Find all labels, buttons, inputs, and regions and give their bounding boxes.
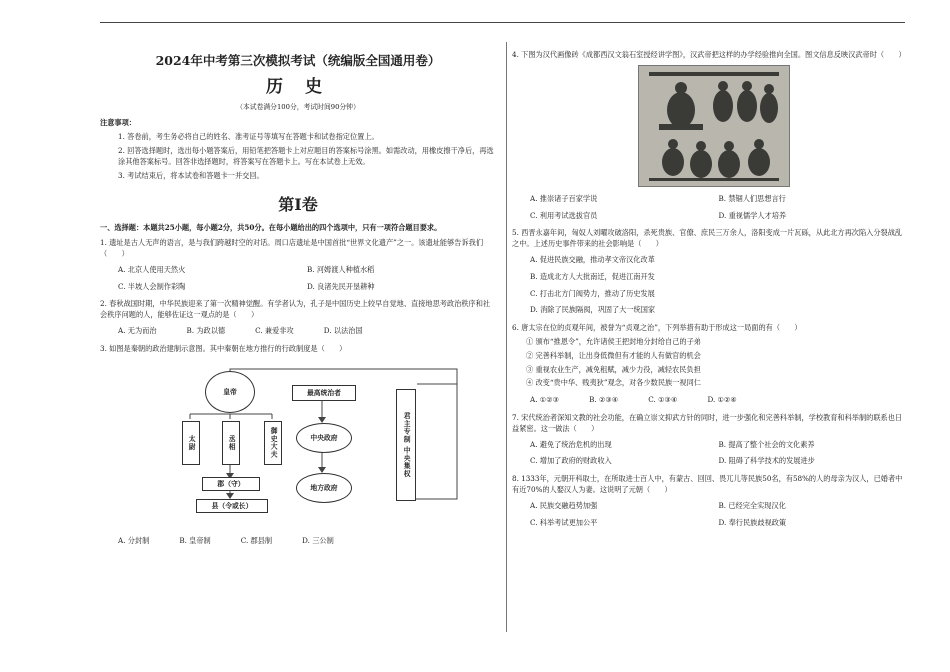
- question-text: 4. 下图为汉代画像砖《成都西汉文翁石室授经讲学图》，汉武帝把这样的办学经验推向全国。图文信息反映汉武帝时（ ）: [512, 50, 906, 59]
- option-c[interactable]: C. 打击北方门阀势力，推动了历史发展: [530, 288, 655, 298]
- notice-item: 3. 考试结束后，将本试卷和答题卡一并交回。: [118, 170, 264, 180]
- question-4: [512, 50, 907, 224]
- chancellor-node: 丞相: [222, 421, 240, 465]
- option-d[interactable]: D. 三公制: [302, 535, 334, 545]
- county-node: 县（令或长）: [196, 499, 268, 513]
- option-c[interactable]: C. 郡县制: [240, 535, 273, 545]
- option-d[interactable]: D. 奉行民族歧视政策: [718, 517, 787, 527]
- notice-item: 2. 回答选择题时，选出每小题答案后，用铅笔把答题卡上对应题目的答案标号涂黑。如需改动，用橡皮擦干净后，再选涂其他答案标号。回答非选择题时，将答案写在答题卡上。写在本试卷上无效。: [118, 146, 494, 166]
- question-2: [100, 299, 496, 339]
- option-d[interactable]: D. 阻碍了科学技术的发展进步: [718, 456, 815, 466]
- statement: ④ 改变“贵中华、贱夷狄”观念，对各少数民族一视同仁: [526, 378, 701, 388]
- question-text: 7. 宋代统治者深知文教的社会功能，在确立崇文抑武方针的同时，进一步强化和完善科举制，学校教育和科举制的联系也日益紧密。这一做法（ ）: [512, 412, 903, 433]
- option-a[interactable]: A. 无为而治: [118, 326, 157, 335]
- section-roll: 第Ⅰ卷: [278, 195, 318, 215]
- local-gov-node: 地方政府: [296, 473, 352, 503]
- option-b[interactable]: B. 禁锢人们思想言行: [718, 193, 786, 203]
- question-5: [512, 228, 907, 319]
- question-text: 8. 1333年，元朝开科取士，在所取进士百人中，有蒙古、回回、畏兀儿等民族50名，有58%的人的母亲为汉人，已婚者中有近70%的人娶汉人为妻。这说明了元朝（ ）: [512, 474, 903, 494]
- notice-heading: 注意事项：: [100, 118, 136, 128]
- option-a[interactable]: A. 分封制: [118, 535, 150, 545]
- option-c[interactable]: C. ①③④: [648, 395, 678, 405]
- option-d[interactable]: D. ①②④: [707, 395, 737, 405]
- option-a[interactable]: A. 促进民族交融，推动孝文帝汉化改革: [530, 254, 655, 264]
- option-a[interactable]: A. 推崇诸子百家学说: [530, 193, 598, 203]
- option-d[interactable]: D. 重视儒学人才培养: [718, 210, 787, 220]
- question-6: [512, 323, 907, 409]
- exam-title: 2024年中考第三次模拟考试（统编版全国通用卷）: [155, 53, 441, 68]
- left-column: [100, 50, 496, 551]
- option-d[interactable]: D. 良渚先民开垦耕种: [307, 281, 375, 291]
- commandery-node: 郡（守）: [202, 477, 260, 491]
- subject-title: 历 史: [266, 76, 330, 97]
- right-column: [512, 46, 907, 533]
- question-3: [100, 344, 496, 550]
- censor-node: 御史大夫: [264, 421, 282, 465]
- top-rule: [100, 22, 905, 23]
- han-brick-relief-image: [638, 65, 790, 187]
- option-b[interactable]: B. 已经完全实现汉化: [718, 500, 786, 510]
- option-b[interactable]: B. 造成北方人大批南迁，促进江南开发: [530, 271, 655, 281]
- option-b[interactable]: B. 皇帝制: [179, 535, 211, 545]
- exam-note: （本试卷满分100分，考试时间90分钟）: [236, 103, 360, 112]
- question-7: [512, 413, 907, 470]
- qin-political-diagram: [172, 359, 472, 529]
- taiwei-node: 太尉: [182, 421, 200, 465]
- question-text: 2. 春秋战国时期，中华民族迎来了第一次精神觉醒。有学者认为，孔子是中国历史上较早自觉地、直接地思考政治秩序和社会秩序问题的人，能够佐证这一观点的是（ ）: [100, 299, 491, 320]
- option-a[interactable]: A. 民族交融趋势加强: [530, 500, 598, 510]
- central-gov-node: 中央政府: [296, 423, 352, 453]
- option-b[interactable]: B. 河姆渡人种植水稻: [307, 264, 375, 274]
- relief-figures: [639, 66, 789, 186]
- option-c[interactable]: C. 科举考试更加公平: [530, 517, 598, 527]
- option-b[interactable]: B. 提高了整个社会的文化素养: [718, 439, 815, 449]
- emperor-node: 皇帝: [205, 371, 255, 413]
- question-text: 3. 如图是秦朝的政治建制示意图。其中秦朝在地方推行的行政制度是（ ）: [100, 343, 347, 353]
- question-8: [512, 474, 907, 531]
- option-c[interactable]: C. 兼爱非攻: [255, 326, 294, 335]
- question-text: 1. 遗址是古人无声的语言，是与我们跨越时空的对话。周口店遗址是中国首批“世界文化遗产”之一。该遗址能够告诉我们（ ）: [100, 238, 484, 259]
- option-b[interactable]: B. 为政以德: [186, 326, 226, 335]
- option-a[interactable]: A. ①②③: [530, 395, 560, 405]
- question-1: [100, 238, 496, 295]
- option-a[interactable]: A. 避免了统治危机的出现: [530, 439, 612, 449]
- option-c[interactable]: C. 半坡人会制作彩陶: [118, 281, 186, 291]
- column-divider: [506, 42, 507, 632]
- section-instructions: 一、选择题：本题共25小题，每小题2分，共50分。在每小题给出的四个选项中，只有一项符合题目要求。: [100, 223, 442, 233]
- notice-item: 1. 答卷前，考生务必将自己的姓名、准考证号等填写在答题卡和试卷指定位置上。: [118, 132, 379, 142]
- option-c[interactable]: C. 利用考试选拔官员: [530, 210, 598, 220]
- statement: ③ 重视农业生产，减免租赋，减少力役，减轻农民负担: [526, 364, 701, 374]
- option-c[interactable]: C. 增加了政府的财政收入: [530, 456, 612, 466]
- option-a[interactable]: A. 北京人使用天然火: [118, 264, 186, 274]
- option-d[interactable]: D. 消除了民族隔阂，巩固了大一统国家: [530, 305, 656, 315]
- autocracy-label: 君主专制 中央集权: [396, 389, 416, 501]
- statement: ② 完善科举制，让出身低微但有才能的人有做官的机会: [526, 350, 701, 360]
- question-text: 6. 唐太宗在位的贞观年间，被誉为“贞观之治”，下列举措有助于形成这一局面的有（ ）: [512, 323, 802, 333]
- option-b[interactable]: B. ②③④: [589, 395, 619, 405]
- option-d[interactable]: D. 以法治国: [323, 326, 363, 335]
- supreme-ruler-node: 最高统治者: [292, 385, 356, 401]
- statement: ① 颁布“推恩令”，允许诸侯王把封地分封给自己的子弟: [526, 336, 701, 346]
- question-text: 5. 西晋永嘉年间，匈奴人刘曜攻破洛阳，杀死贵族、官僚、庶民三万余人，洛阳变成一片瓦砾，从此北方再次陷入分裂战乱之中。上述历史事件带来的社会影响是（ ）: [512, 228, 903, 249]
